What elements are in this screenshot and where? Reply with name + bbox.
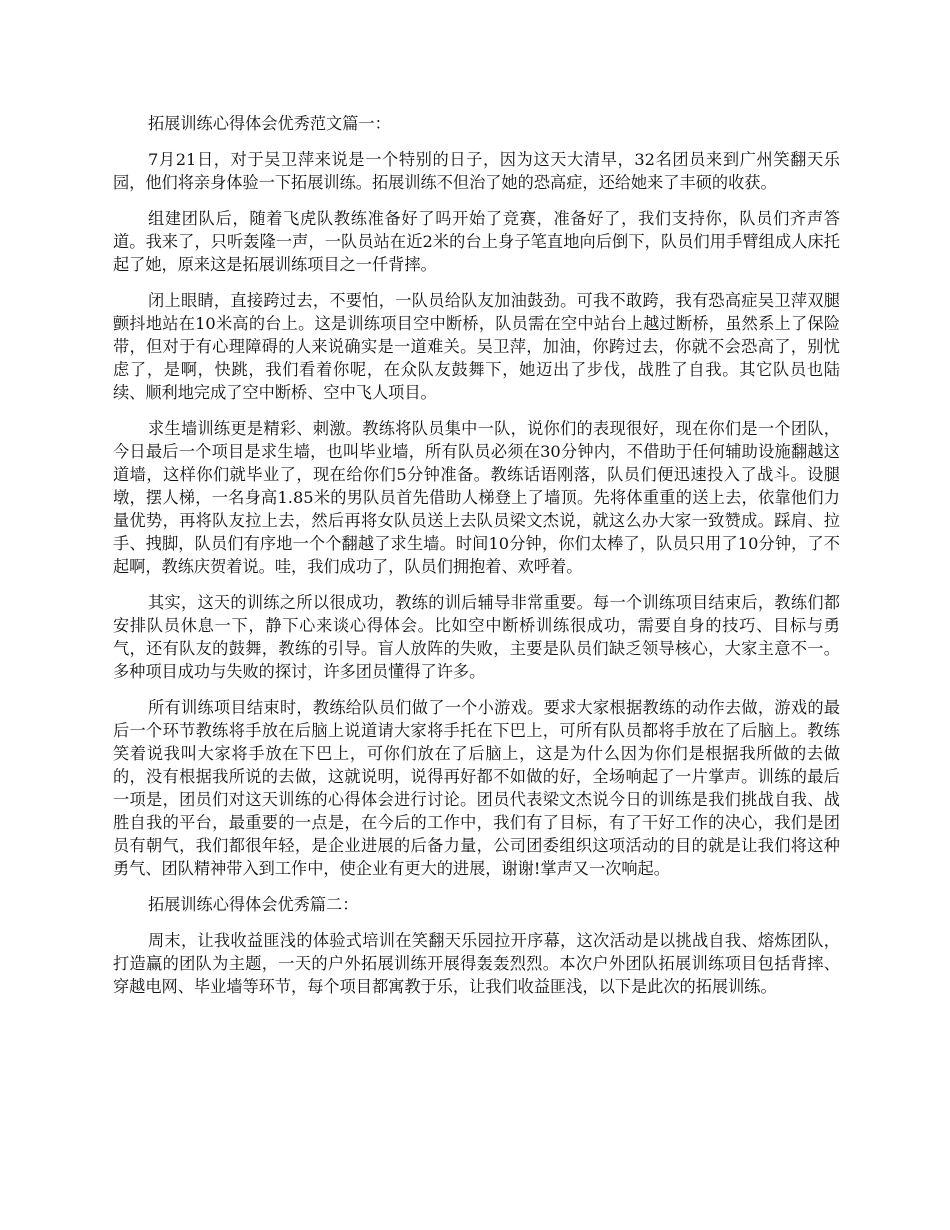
section-heading-2: 拓展训练心得体会优秀篇二： [148,895,359,914]
section-heading-1: 拓展训练心得体会优秀范文篇一： [148,114,391,133]
paragraph-5: 其实，这天的训练之所以很成功，教练的训后辅导非常重要。每一个训练项目结束后，教练们都安排队员休息一下，静下心来谈心得体会。比如空中断桥训练很成功，需要自身的技巧、目标与勇气，还有队友的鼓舞，教练的引导。盲人放阵的失败，主要是队员们缺乏领导核心，大家主意不一。多种项目成功与失败的探讨，许多团员懂得了许多。 [113,593,840,681]
paragraph-2: 组建团队后，随着飞虎队教练准备好了吗开始了竞赛，准备好了，我们支持你，队员们齐声答道。我来了，只听轰隆一声，一队员站在近2米的台上身子笔直地向后倒下，队员们用手臂组成人床托起了她，原来这是拓展训练项目之一仟背摔。 [113,209,840,274]
paragraph-6: 所有训练项目结束时，教练给队员们做了一个小游戏。要求大家根据教练的动作去做，游戏的最后一个环节教练将手放在后脑上说道请大家将手托在下巴上，可所有队员都将手放在了后脑上。教练笑着说我叫大家将手放在下巴上，可你们放在了后脑上，这是为什么因为你们是根据我所做的去做的，没有根据我所说的去做，这就说明，说得再好都不如做的好，全场响起了一片掌声。训练的最后一项是，团员们对这天训练的心得体会进行讨论。团员代表梁文杰说今日的训练是我们挑战自我、战胜自我的平台，最重要的一点是，在今后的工作中，我们有了目标，有了干好工作的决心，我们是团员有朝气，我们都很年轻，是企业进展的后备力量，公司团委组织这项活动的目的就是让我们将这种勇气、团队精神带入到工作中，使企业有更大的进展，谢谢!掌声又一次响起。 [113,698,840,878]
document-page [113,112,840,1011]
paragraph-4: 求生墙训练更是精彩、刺激。教练将队员集中一队，说你们的表现很好，现在你们是一个团队，今日最后一个项目是求生墙，也叫毕业墙，所有队员必须在30分钟内，不借助于任何辅助设施翻越这道墙，这样你们就毕业了，现在给你们5分钟准备。教练话语刚落，队员们便迅速投入了战斗。设腿墩，摆人梯，一名身高1.85米的男队员首先借助人梯登上了墙顶。先将体重重的送上去，依靠他们力量优势，再将队友拉上去，然后再将女队员送上去队员梁文杰说，就这么办大家一致赞成。踩肩、拉手、拽脚，队员们有序地一个个翻越了求生墙。时间10分钟，你们太棒了，队员只用了10分钟，了不起啊，教练庆贺着说。哇，我们成功了，队员们拥抱着、欢呼着。 [113,419,840,576]
paragraph-1: 7月21日，对于吴卫萍来说是一个特别的日子，因为这天大清早，32名团员来到广州笑翻天乐园，他们将亲身体验一下拓展训练。拓展训练不但治了她的恐高症，还给她来了丰硕的收获。 [113,150,840,192]
paragraph-7: 周末，让我收益匪浅的体验式培训在笑翻天乐园拉开序幕，这次活动是以挑战自我、熔炼团队，打造赢的团队为主题，一天的户外拓展训练开展得轰轰烈烈。本次户外团队拓展训练项目包括背摔、穿越电网、毕业墙等环节，每个项目都寓教于乐，让我们收益匪浅，以下是此次的拓展训练。 [113,931,840,996]
paragraph-3: 闭上眼睛，直接跨过去，不要怕，一队员给队友加油鼓劲。可我不敢跨，我有恐高症吴卫萍双腿颤抖地站在10米高的台上。这是训练项目空中断桥，队员需在空中站台上越过断桥，虽然系上了保险带，但对于有心理障碍的人来说确实是一道难关。吴卫萍，加油，你跨过去，你就不会恐高了，别忧虑了，是啊，快跳，我们看着你呢，在众队友鼓舞下，她迈出了步伐，战胜了自我。其它队员也陆续、顺利地完成了空中断桥、空中飞人项目。 [113,291,840,402]
